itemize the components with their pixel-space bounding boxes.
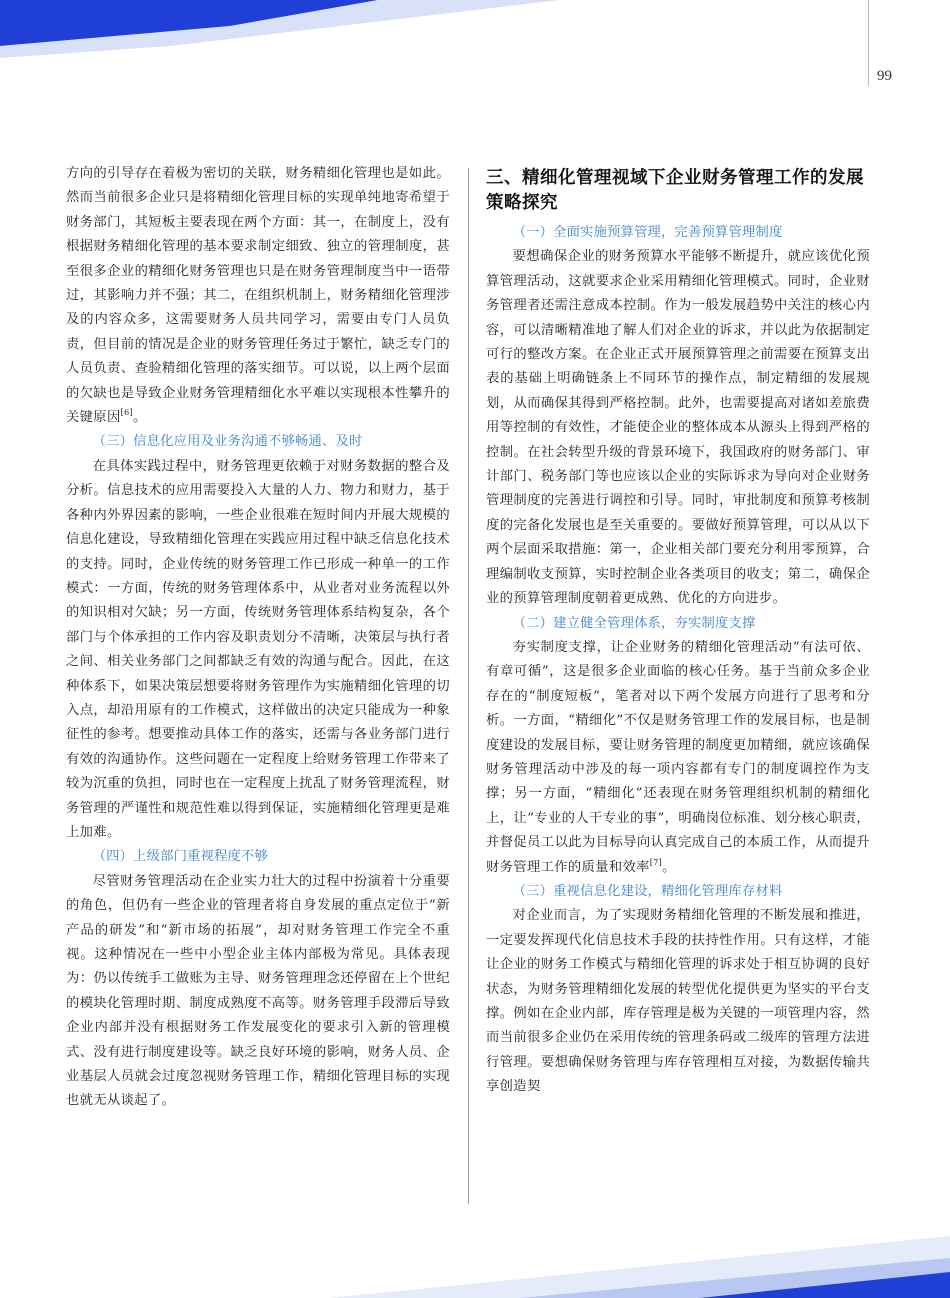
page-number: 99 — [877, 68, 892, 84]
heading-right-2: （二）建立健全管理体系，夯实制度支撑 — [512, 615, 756, 631]
page-number-rule — [868, 0, 869, 86]
column-divider — [468, 168, 469, 1204]
left-paragraph-1-end: 。 — [132, 410, 147, 426]
left-paragraph-1-text: 方向的引导存在着极为密切的关联，财务精细化管理也是如此。然而当前很多企业只是将精细化管理目标的实现单纯地寄希望于财务部门，其短板主要表现在两个方面：其一，在制度上，没有根据财务精细化管理的基本要求制定细致、独立的管理制度，甚至很多企业的精细化财务管理也只是在财务管理制度当中一语带过，其影响力并不强；其二，在组织机制上，财务精细化管理涉及的内容众多，这需要财务人员共同学习，需要由专门人员负责，但目前的情况是企业的财务管理任务过于繁忙，缺乏专门的人员负责、查验精细化管理的落实细节。可以说，以上两个层面的欠缺也是导致企业财务管理精细化水平难以实现根本性攀升的关键原因 — [66, 166, 450, 426]
left-column — [66, 162, 450, 1114]
right-column — [486, 162, 870, 1100]
right-paragraph-2-text: 夯实制度支撑，让企业财务的精细化管理活动“有法可依、有章可循”，这是很多企业面临的核心任务。基于当前众多企业存在的“制度短板”，笔者对以下两个发展方向进行了思考和分析。一方面，“精细化”不仅是财务管理工作的发展目标，也是制度建设的发展目标，要让财务管理的制度更加精细，就应该确保财务管理活动中涉及的每一项内容都有专门的制度调控作为支撑；另一方面，“精细化”还表现在财务管理组织机制的精细化上，让“专业的人干专业的事”，明确岗位标准、划分核心职责，并督促员工以此为目标导向认真完成自己的本质工作，从而提升财务管理工作的质量和效率 — [486, 639, 870, 875]
section-title: 三、精细化管理视域下企业财务管理工作的发展策略探究 — [486, 168, 864, 213]
bottom-decorative-band — [0, 1228, 950, 1298]
heading-left-4: （四）上级部门重视程度不够 — [92, 849, 269, 865]
citation-6: [6] — [120, 408, 133, 418]
heading-right-3: （三）重视信息化建设，精细化管理库存材料 — [512, 883, 783, 899]
right-paragraph-1: 要想确保企业的财务预算水平能够不断提升，就应该优化预算管理活动，这就要求企业采用精细化管理模式。同时，企业财务管理者还需注意成本控制。作为一般发展趋势中关注的核心内容，可以清晰精准地了解人们对企业的诉求，并以此为依据制定可行的整改方案。在企业正式开展预算管理之前需要在预算支出表的基础上明确链条上不同环节的操作点，制定精细的发展规划，从而确保其得到严格控制。此外，也需要提高对诸如差旅费用等控制的有效性，才能使企业的整体成本从源头上得到严格的控制。在社会转型升级的背景环境下，我国政府的财务部门、审计部门、税务部门等也应该以企业的实际诉求为导向对企业财务管理制度的完善进行调控和引导。同时，审批制度和预算考核制度的完备化发展也是至关重要的。要做好预算管理，可以从以下两个层面采取措施：第一，企业相关部门要充分利用零预算，合理编制收支预算，实时控制企业各类项目的收支；第二，确保企业的预算管理制度朝着更成熟、优化的方向进步。 — [486, 249, 870, 607]
right-paragraph-3: 对企业而言，为了实现财务精细化管理的不断发展和推进，一定要发挥现代化信息技术手段的扶持性作用。只有这样，才能让企业的财务工作模式与精细化管理的诉求处于相互协调的良好状态，为财务管理精细化发展的转型优化提供更为坚实的平台支撑。例如在企业内部，库存管理是极为关键的一项管理内容，然而当前很多企业仍在采用传统的管理条码或二级库的管理方法进行管理。要想确保财务管理与库存管理相互对接，为数据传输共享创造契 — [486, 908, 870, 1095]
heading-right-1: （一）全面实施预算管理，完善预算管理制度 — [512, 225, 783, 240]
citation-7: [7] — [649, 857, 663, 867]
left-paragraph-2: 在具体实践过程中，财务管理更依赖于对财务数据的整合及分析。信息技术的应用需要投入大量的人力、物力和财力，基于各种内外界因素的影响，一些企业很难在短时间内开展大规模的信息化建设，导致精细化管理在实践应用过程中缺乏信息化技术的支持。同时，企业传统的财务管理工作已形成一种单一的工作模式：一方面，传统的财务管理体系中，从业者对业务流程以外的知识相对欠缺；另一方面，传统财务管理体系结构复杂，各个部门与个体承担的工作内容及职责划分不清晰，决策层与执行者之间、相关业务部门之间都缺乏有效的沟通与配合。因此，在这种体系下，如果决策层想要将财务管理作为实施精细化管理的切入点，却沿用原有的工作模式，这样做出的决定只能成为一种象征性的参考。想要推动具体工作的落实，还需与各业务部门进行有效的沟通协作。这些问题在一定程度上给财务管理工作带来了较为沉重的负担，同时也在一定程度上扰乱了财务管理流程，财务管理的严谨性和规范性难以得到保证，实施精细化管理更是难上加难。 — [66, 458, 450, 840]
heading-left-3: （三）信息化应用及业务沟通不够畅通、及时 — [92, 434, 363, 450]
right-paragraph-2 — [486, 636, 870, 880]
right-paragraph-2-end: 。 — [662, 859, 676, 875]
left-paragraph-1 — [66, 162, 450, 430]
top-decorative-band — [0, 0, 950, 60]
left-paragraph-3: 尽管财务管理活动在企业实力壮大的过程中扮演着十分重要的角色，但仍有一些企业的管理者将自身发展的重点定位于“新产品的研发”和“新市场的拓展”，却对财务管理工作完全不重视。这种情况在一些中小型企业主体内部极为常见。具体表现为：仍以传统手工做账为主导、财务管理理念还停留在上个世纪的模块化管理时期、制度成熟度不高等。财务管理手段滞后导致企业内部并没有根据财务工作发展变化的要求引入新的管理模式、没有进行制度建设等。缺乏良好环境的影响，财务人员、企业基层人员就会过度忽视财务管理工作，精细化管理目标的实现也就无从谈起了。 — [66, 873, 450, 1109]
